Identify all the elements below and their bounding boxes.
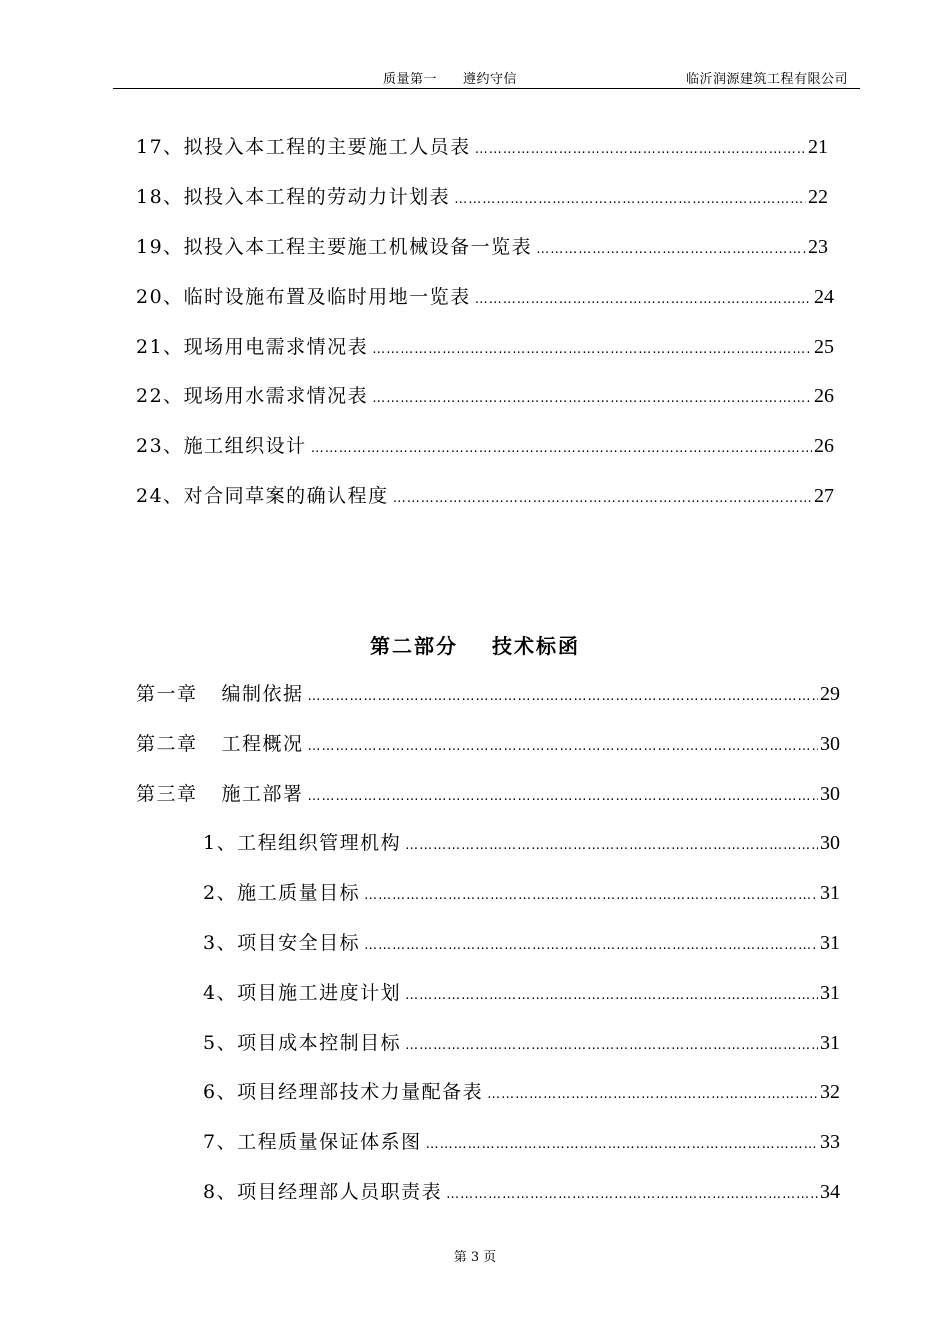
toc-entry-label: 17、拟投入本工程的主要施工人员表 — [136, 136, 471, 158]
toc-entry-label: 8、项目经理部人员职责表 — [203, 1181, 443, 1203]
toc-chapter-entry[interactable] — [136, 679, 840, 709]
toc-entry-page: 33 — [820, 1131, 840, 1153]
toc-entry[interactable] — [136, 282, 834, 312]
header-company-name: 临沂润源建筑工程有限公司 — [685, 72, 848, 87]
toc-sub-entry[interactable] — [203, 1077, 840, 1107]
chapter-title: 编制依据 — [221, 683, 304, 705]
toc-entry-page: 29 — [820, 683, 840, 705]
toc-entry-label: 24、对合同草案的确认程度 — [136, 485, 389, 507]
toc-leader — [308, 739, 818, 754]
toc-entry-label: 23、施工组织设计 — [136, 435, 307, 457]
toc-leader — [405, 838, 818, 853]
toc-leader — [426, 1137, 818, 1152]
toc-entry-page: 32 — [820, 1081, 840, 1103]
toc-entry-page: 31 — [820, 882, 840, 904]
toc-entry-label: 1、工程组织管理机构 — [203, 832, 402, 854]
toc-entry[interactable] — [136, 182, 828, 212]
toc-entry-label: 18、拟投入本工程的劳动力计划表 — [136, 186, 451, 208]
toc-sub-entry[interactable] — [203, 1177, 840, 1207]
part-two-number: 第二部分 — [370, 634, 458, 658]
toc-entry-label: 7、工程质量保证体系图 — [203, 1131, 422, 1153]
toc-entry-label: 19、拟投入本工程主要施工机械设备一览表 — [136, 236, 533, 258]
page-header — [113, 60, 860, 89]
toc-entry-page: 24 — [814, 286, 834, 308]
chapter-title: 施工部署 — [221, 783, 304, 805]
toc-leader — [364, 888, 818, 903]
toc-entry[interactable] — [136, 232, 828, 262]
toc-leader — [308, 689, 818, 704]
toc-leader — [487, 1087, 818, 1102]
toc-sub-entry[interactable] — [203, 828, 840, 858]
motto-trust: 遵约守信 — [463, 72, 518, 87]
toc-entry-page: 26 — [814, 385, 834, 407]
toc-entry-page: 22 — [808, 186, 828, 208]
toc-leader — [405, 988, 818, 1003]
motto-quality: 质量第一 — [383, 72, 438, 87]
toc-entry[interactable] — [136, 332, 834, 362]
toc-entry-page: 31 — [820, 982, 840, 1004]
toc-entry-page: 30 — [820, 733, 840, 755]
toc-entry-page: 23 — [808, 236, 828, 258]
toc-sub-entry[interactable] — [203, 878, 840, 908]
toc-leader — [393, 491, 812, 506]
toc-leader — [311, 441, 812, 456]
toc-chapter-entry[interactable] — [136, 729, 840, 759]
toc-entry[interactable] — [136, 431, 834, 461]
toc-sub-entry[interactable] — [203, 1127, 840, 1157]
toc-leader — [536, 242, 806, 257]
toc-leader — [405, 1038, 818, 1053]
toc-leader — [454, 192, 806, 207]
toc-leader — [372, 391, 812, 406]
toc-entry-page: 31 — [820, 932, 840, 954]
toc-entry[interactable] — [136, 481, 834, 511]
chapter-number: 第二章 — [136, 733, 198, 755]
toc-leader — [475, 292, 812, 307]
toc-sub-entry[interactable] — [203, 928, 840, 958]
toc-entry-page: 31 — [820, 1032, 840, 1054]
part-two-heading — [0, 630, 950, 659]
toc-entry-label: 22、现场用水需求情况表 — [136, 385, 369, 407]
toc-leader — [364, 938, 818, 953]
toc-entry-page: 21 — [808, 136, 828, 158]
toc-leader — [372, 342, 812, 357]
toc-sub-entry[interactable] — [203, 978, 840, 1008]
toc-entry-page: 30 — [820, 832, 840, 854]
toc-leader — [308, 789, 818, 804]
toc-entry-page: 26 — [814, 435, 834, 457]
toc-chapter-entry[interactable] — [136, 779, 840, 809]
toc-entry-label: 6、项目经理部技术力量配备表 — [203, 1081, 484, 1103]
toc-entry-label: 5、项目成本控制目标 — [203, 1032, 402, 1054]
toc-entry-page: 30 — [820, 783, 840, 805]
chapter-number: 第一章 — [136, 683, 198, 705]
header-motto — [383, 68, 517, 87]
toc-entry-label: 2、施工质量目标 — [203, 882, 361, 904]
toc-entry[interactable] — [136, 132, 828, 162]
part-two-name: 技术标函 — [492, 634, 580, 658]
toc-entry-label: 20、临时设施布置及临时用地一览表 — [136, 286, 471, 308]
toc-entry-label: 3、项目安全目标 — [203, 932, 361, 954]
toc-sub-entry[interactable] — [203, 1028, 840, 1058]
toc-leader — [475, 142, 806, 157]
toc-entry-page: 27 — [814, 485, 834, 507]
toc-entry-label: 4、项目施工进度计划 — [203, 982, 402, 1004]
chapter-title: 工程概况 — [221, 733, 304, 755]
toc-entry-page: 34 — [820, 1181, 840, 1203]
toc-leader — [446, 1187, 818, 1202]
toc-entry-page: 25 — [814, 336, 834, 358]
chapter-number: 第三章 — [136, 783, 198, 805]
toc-entry-label: 21、现场用电需求情况表 — [136, 336, 369, 358]
toc-entry[interactable] — [136, 381, 834, 411]
page-number-footer: 第 3 页 — [453, 1250, 497, 1265]
